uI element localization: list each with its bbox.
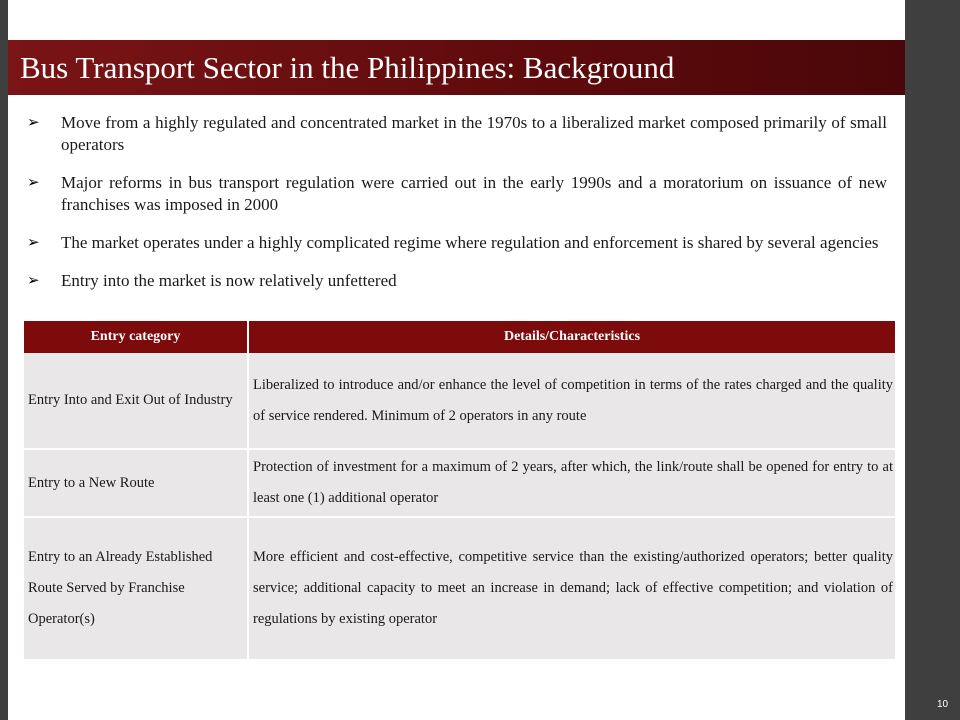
bullet-text: Entry into the market is now relatively unfettered — [61, 271, 397, 290]
details-cell: More efficient and cost-effective, competitive service than the existing/authorized operators; better quality service; additional capacity to meet an increase in demand; lack of effective competition; and violation of regulations by existing operator — [248, 517, 895, 660]
left-side-bar — [0, 0, 8, 720]
header-details: Details/Characteristics — [248, 321, 895, 353]
table-header-row — [24, 321, 895, 353]
bullet-item — [25, 270, 887, 292]
arrow-bullet-icon: ➢ — [27, 235, 40, 251]
arrow-bullet-icon: ➢ — [27, 115, 40, 131]
bullet-text: Move from a highly regulated and concentrated market in the 1970s to a liberalized market composed primarily of small operators — [61, 113, 887, 154]
bullet-item — [25, 112, 887, 156]
page-number: 10 — [937, 699, 949, 710]
bullet-text: Major reforms in bus transport regulation were carried out in the early 1990s and a moratorium on issuance of new franchises was imposed in 2000 — [61, 173, 887, 214]
slide-title: Bus Transport Sector in the Philippines: Background — [20, 50, 675, 85]
bullet-list — [25, 112, 887, 308]
bullet-text: The market operates under a highly complicated regime where regulation and enforcement is shared by several agencies — [61, 233, 879, 252]
category-cell: Entry Into and Exit Out of Industry — [24, 353, 248, 449]
table-row — [24, 353, 895, 449]
details-cell: Liberalized to introduce and/or enhance the level of competition in terms of the rates charged and the quality of service rendered. Minimum of 2 operators in any route — [248, 353, 895, 449]
bullet-item — [25, 232, 887, 254]
entry-table — [24, 321, 895, 661]
bullet-item — [25, 172, 887, 216]
table-row — [24, 449, 895, 517]
category-cell: Entry to an Already Established Route Served by Franchise Operator(s) — [24, 517, 248, 660]
arrow-bullet-icon: ➢ — [27, 175, 40, 191]
arrow-bullet-icon: ➢ — [27, 273, 40, 289]
table-row — [24, 517, 895, 660]
header-entry-category: Entry category — [24, 321, 248, 353]
right-side-bar — [905, 0, 960, 720]
details-cell: Protection of investment for a maximum of 2 years, after which, the link/route shall be opened for entry to at least one (1) additional operator — [248, 449, 895, 517]
category-cell: Entry to a New Route — [24, 449, 248, 517]
